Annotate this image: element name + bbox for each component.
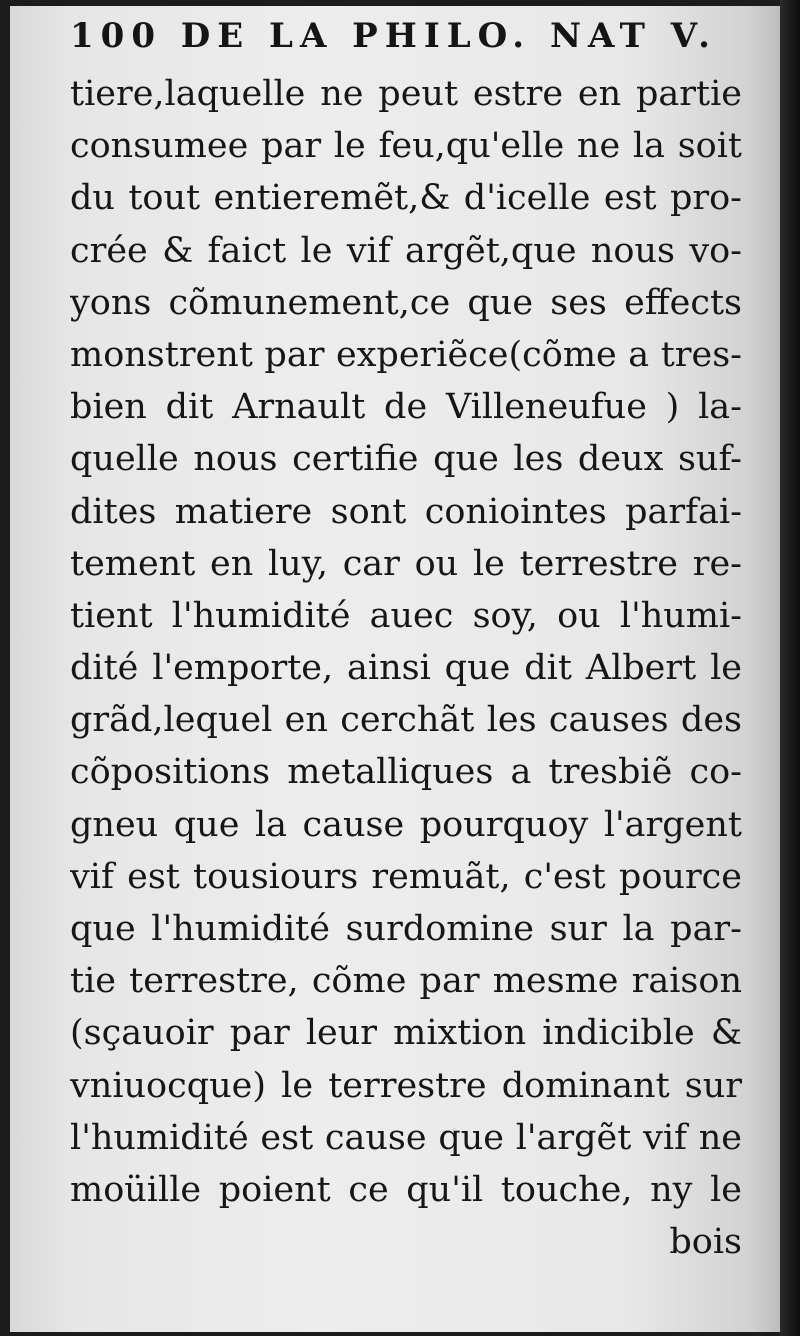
text-line: crée & faict le vif argẽt,que nous vo- <box>70 230 742 271</box>
text-line: consumee par le feu,qu'elle ne la soit <box>70 126 742 167</box>
body-text <box>70 68 742 1268</box>
text-line: monstrent par experiẽce(cõme a tres- <box>70 334 742 375</box>
text-line: grãd,lequel en cerchãt les causes des <box>70 700 742 741</box>
catchword: bois <box>669 1222 742 1263</box>
text-line: du tout entieremẽt,& d'icelle est pro- <box>70 178 742 219</box>
text-line: l'humidité est cause que l'argẽt vif ne <box>70 1117 742 1158</box>
text-line: gneu que la cause pourquoy l'argent <box>70 804 742 845</box>
text-line: que l'humidité surdomine sur la par- <box>70 909 742 949</box>
text-line: cõpositions metalliques a tresbiẽ co- <box>70 752 742 793</box>
text-line: yons cõmunement,ce que ses effects <box>70 282 742 323</box>
text-line: dité l'emporte, ainsi que dit Albert le <box>70 648 742 689</box>
text-line: vniuocque) le terrestre dominant sur <box>70 1065 742 1106</box>
text-line: bien dit Arnault de Villeneufue ) la- <box>70 387 742 428</box>
text-line: tie terrestre, cõme par mesme raison <box>70 961 742 1002</box>
text-line: dites matiere sont coniointes parfai- <box>70 491 742 532</box>
text-line: tiere,laquelle ne peut estre en partie <box>70 74 742 114</box>
book-gutter <box>780 0 800 1336</box>
text-line: (sçauoir par leur mixtion indicible & <box>70 1013 742 1054</box>
text-line: tement en luy, car ou le terrestre re- <box>70 543 742 584</box>
text-line: quelle nous certifie que les deux suf- <box>70 439 742 480</box>
running-header: 100 DE LA PHILO. NAT V. <box>70 16 717 56</box>
text-line: vif est tousiours remuãt, c'est pource <box>70 856 742 897</box>
text-line: tient l'humidité auec soy, ou l'humi- <box>70 595 742 636</box>
text-line: moüille poient ce qu'il touche, ny le <box>70 1169 742 1210</box>
